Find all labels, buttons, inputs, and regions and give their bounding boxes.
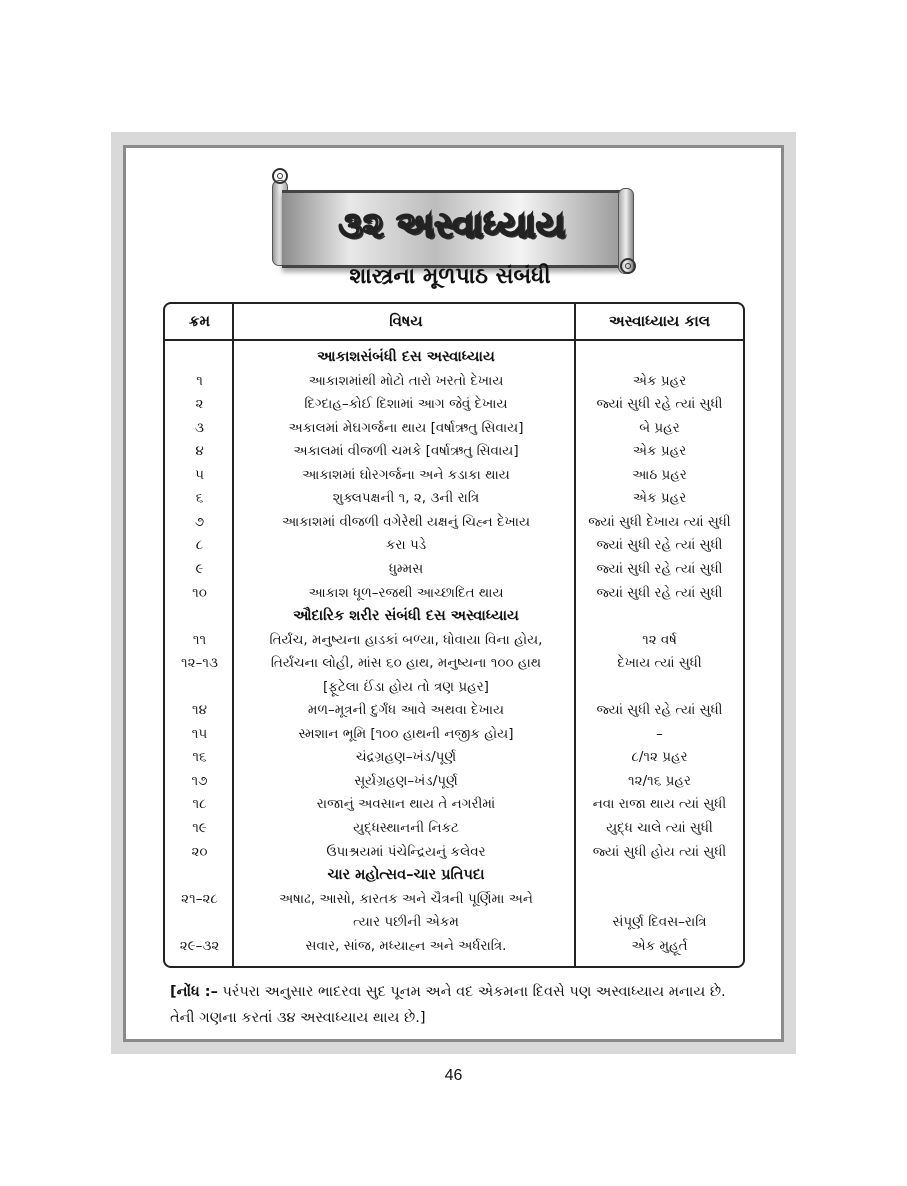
cell-vishay: યુદ્ધસ્થાનની નિકટ (353, 820, 459, 836)
cell-kal: ૧૨/૧૬ પ્રહર (628, 772, 691, 789)
cell-kal: બે પ્રહર (639, 419, 680, 436)
table-row (165, 935, 743, 959)
table-row (165, 417, 743, 441)
note-line-1: પરંપરા અનુસાર ભાદરવા સુદ પૂનમ અને વદ એકમના દિવસે પણ અસ્વાધ્યાય મનાય છે. (217, 984, 726, 1000)
cell-kram: ૧૦ (192, 584, 207, 601)
cell-kram: ૧૨–૧૩ (181, 655, 218, 672)
cell-kal: નવા રાજા થાય ત્યાં સુધી (592, 796, 727, 813)
note-label: [નોંધ :– (170, 984, 218, 1000)
section-header-row (165, 346, 743, 370)
cell-vishay: ઉપાશ્રયમાં પંચેન્દ્રિયનું કલેવર (326, 843, 486, 860)
cell-vishay: ચંદ્રગ્રહણ–ખંડ/પૂર્ણ (355, 749, 457, 766)
table-row (165, 629, 743, 653)
cell-kal: જ્યાં સુધી દેખાય ત્યાં સુધી (588, 513, 731, 530)
cell-kram: ૨૧–૨૮ (181, 890, 218, 907)
cell-vishay: સૂર્યગ્રહણ–ખંડ/પૂર્ણ (354, 772, 458, 789)
table-row (165, 534, 743, 558)
note-line-2: તેની ગણના કરતાં ૩૪ અસ્વાધ્યાય થાય છે.] (170, 1010, 426, 1026)
cell-vishay: તિર્યંચના લોહી, માંસ ૬૦ હાથ, મનુષ્યના ૧૦૦ હાથ (270, 655, 542, 672)
cell-kal: ૮/૧૨ પ્રહર (631, 749, 688, 766)
cell-vishay: શુક્લપક્ષની ૧, ૨, ૩ની રાત્રિ (332, 490, 480, 507)
page-number: 46 (444, 1067, 463, 1084)
cell-vishay: આકાશસંબંધી દસ અસ્વાધ્યાય (317, 349, 495, 365)
cell-kram: ૭ (194, 513, 205, 530)
table-row (165, 746, 743, 770)
cell-vishay: કરા પડે (385, 537, 427, 554)
table-row (165, 370, 743, 394)
table-row (165, 511, 743, 535)
cell-vishay: ઔદારિક શરીર સંબંધી દસ અસ્વાધ્યાય (293, 608, 519, 625)
cell-kal: યુદ્ધ ચાલે ત્યાં સુધી (606, 820, 713, 836)
section-header-row (165, 605, 743, 629)
table-row (165, 699, 743, 723)
cell-kal: – (656, 725, 663, 742)
table-row (165, 770, 743, 794)
page-title: ૩૨ અસ્વાધ્યાય (338, 205, 566, 246)
cell-vishay: ધુમ્મસ (388, 560, 424, 577)
cell-kram: ૧૯ (192, 820, 207, 836)
cell-kal: આઠ પ્રહર (632, 466, 687, 483)
cell-kal: જ્યાં સુધી રહે ત્યાં સુધી (596, 702, 723, 719)
table-row (165, 676, 743, 700)
cell-kram: ૬ (195, 490, 204, 507)
cell-kal: એક પ્રહર (632, 443, 687, 460)
cell-vishay: અકાલમાં મેઘગર્જના થાય [વર્ષાઋતુ સિવાય] (288, 419, 524, 436)
cell-kram: ૨ (195, 396, 204, 413)
cell-vishay: ચાર મહોત્સવ–ચાર પ્રતિપદા (327, 867, 485, 884)
cell-kram: ૧૫ (191, 725, 208, 742)
footnote (170, 979, 770, 1031)
cell-kram: ૧૮ (192, 796, 207, 813)
cell-vishay: અકાલમાં વીજળી ચમકે [વર્ષાઋતુ સિવાય] (293, 443, 519, 460)
cell-vishay: સ્મશાન ભૂમિ [૧૦૦ હાથની નજીક હોય] (298, 725, 514, 742)
header-kram: ક્રમ (188, 312, 211, 330)
table-row (165, 393, 743, 417)
spiral-ornament-icon (272, 168, 288, 184)
cell-kal: જ્યાં સુધી રહે ત્યાં સુધી (596, 584, 723, 601)
cell-vishay: તિર્યંચ, મનુષ્યના હાડકાં બળ્યા, ધોવાયા વિના હોય, (269, 631, 543, 648)
cell-vishay: ત્યાર પછીની એકમ (353, 914, 459, 931)
header-divider (165, 339, 743, 341)
cell-vishay: દિગ્દાહ–કોઈ દિશામાં આગ જેવું દેખાય (304, 396, 508, 413)
table-row (165, 652, 743, 676)
table-row (165, 487, 743, 511)
cell-vishay: સવાર, સાંજ, મધ્યાહ્ન અને અર્ધરાત્રિ. (305, 937, 507, 954)
cell-kal: ૧૨ વર્ષ (642, 631, 677, 648)
cell-kal: એક પ્રહર (632, 490, 687, 507)
cell-vishay: [ફૂટેલા ઈંડા હોય તો ત્રણ પ્રહર] (323, 678, 489, 695)
cell-kal: જ્યાં સુધી રહે ત્યાં સુધી (596, 560, 723, 577)
header-kal: અસ્વાધ્યાય કાલ (608, 312, 711, 330)
cell-kram: ૯ (195, 560, 204, 577)
cell-vishay: આકાશમાંથી મોટો તારો ખરતો દેખાય (308, 372, 504, 389)
cell-kal: સંપૂર્ણ દિવસ–રાત્રિ (612, 914, 707, 931)
cell-kram: ૧ (196, 372, 203, 389)
asvadhyay-table (163, 302, 745, 968)
section-header-row (165, 864, 743, 888)
cell-kal: દેખાય ત્યાં સુધી (617, 655, 702, 672)
table-row (165, 464, 743, 488)
cell-vishay: આકાશ ધૂળ–રજથી આચ્છાદિત થાય (308, 584, 504, 601)
cell-kal: જ્યાં સુધી રહે ત્યાં સુધી (596, 537, 723, 554)
table-row (165, 841, 743, 865)
cell-kram: ૪ (195, 443, 204, 460)
cell-kram: ૨૯–૩૨ (179, 937, 220, 954)
cell-vishay: રાજાનું અવસાન થાય તે નગરીમાં (316, 796, 496, 813)
cell-kal: એક પ્રહર (632, 372, 687, 389)
table-row (165, 582, 743, 606)
table-row (165, 793, 743, 817)
table-row (165, 817, 743, 841)
cell-kram: ૩ (195, 419, 204, 436)
cell-kram: ૧૬ (192, 749, 207, 766)
cell-kram: ૧૭ (191, 772, 208, 789)
header-vishay: વિષય (389, 312, 423, 330)
cell-kal: એક મુહૂર્ત (631, 937, 688, 954)
table-row (165, 558, 743, 582)
cell-vishay: આકાશમાં વીજળી વગેરેથી યક્ષનું ચિહ્ન દેખાય (281, 513, 531, 530)
table-row (165, 888, 743, 912)
cell-vishay: મળ–મૂત્રની દુર્ગંધ આવે અથવા દેખાય (307, 702, 505, 719)
cell-vishay: અષાઢ, આસો, કારતક અને ચૈત્રની પૂર્ણિમા અને (279, 890, 533, 907)
cell-kram: ૧૪ (192, 702, 207, 719)
cell-kram: ૫ (195, 466, 204, 483)
page-subtitle: શાસ્ત્રના મૂળપાઠ સંબંધી (349, 264, 551, 289)
cell-vishay: આકાશમાં ઘોરગર્જના અને કડાકા થાય (302, 466, 510, 483)
cell-kram: ૨૦ (191, 843, 208, 860)
cell-kal: જ્યાં સુધી હોય ત્યાં સુધી (592, 843, 727, 860)
table-row (165, 911, 743, 935)
cell-kram: ૧૧ (192, 631, 207, 648)
table-row (165, 440, 743, 464)
table-row (165, 723, 743, 747)
cell-kram: ૮ (195, 537, 204, 554)
cell-kal: જ્યાં સુધી રહે ત્યાં સુધી (596, 396, 723, 413)
